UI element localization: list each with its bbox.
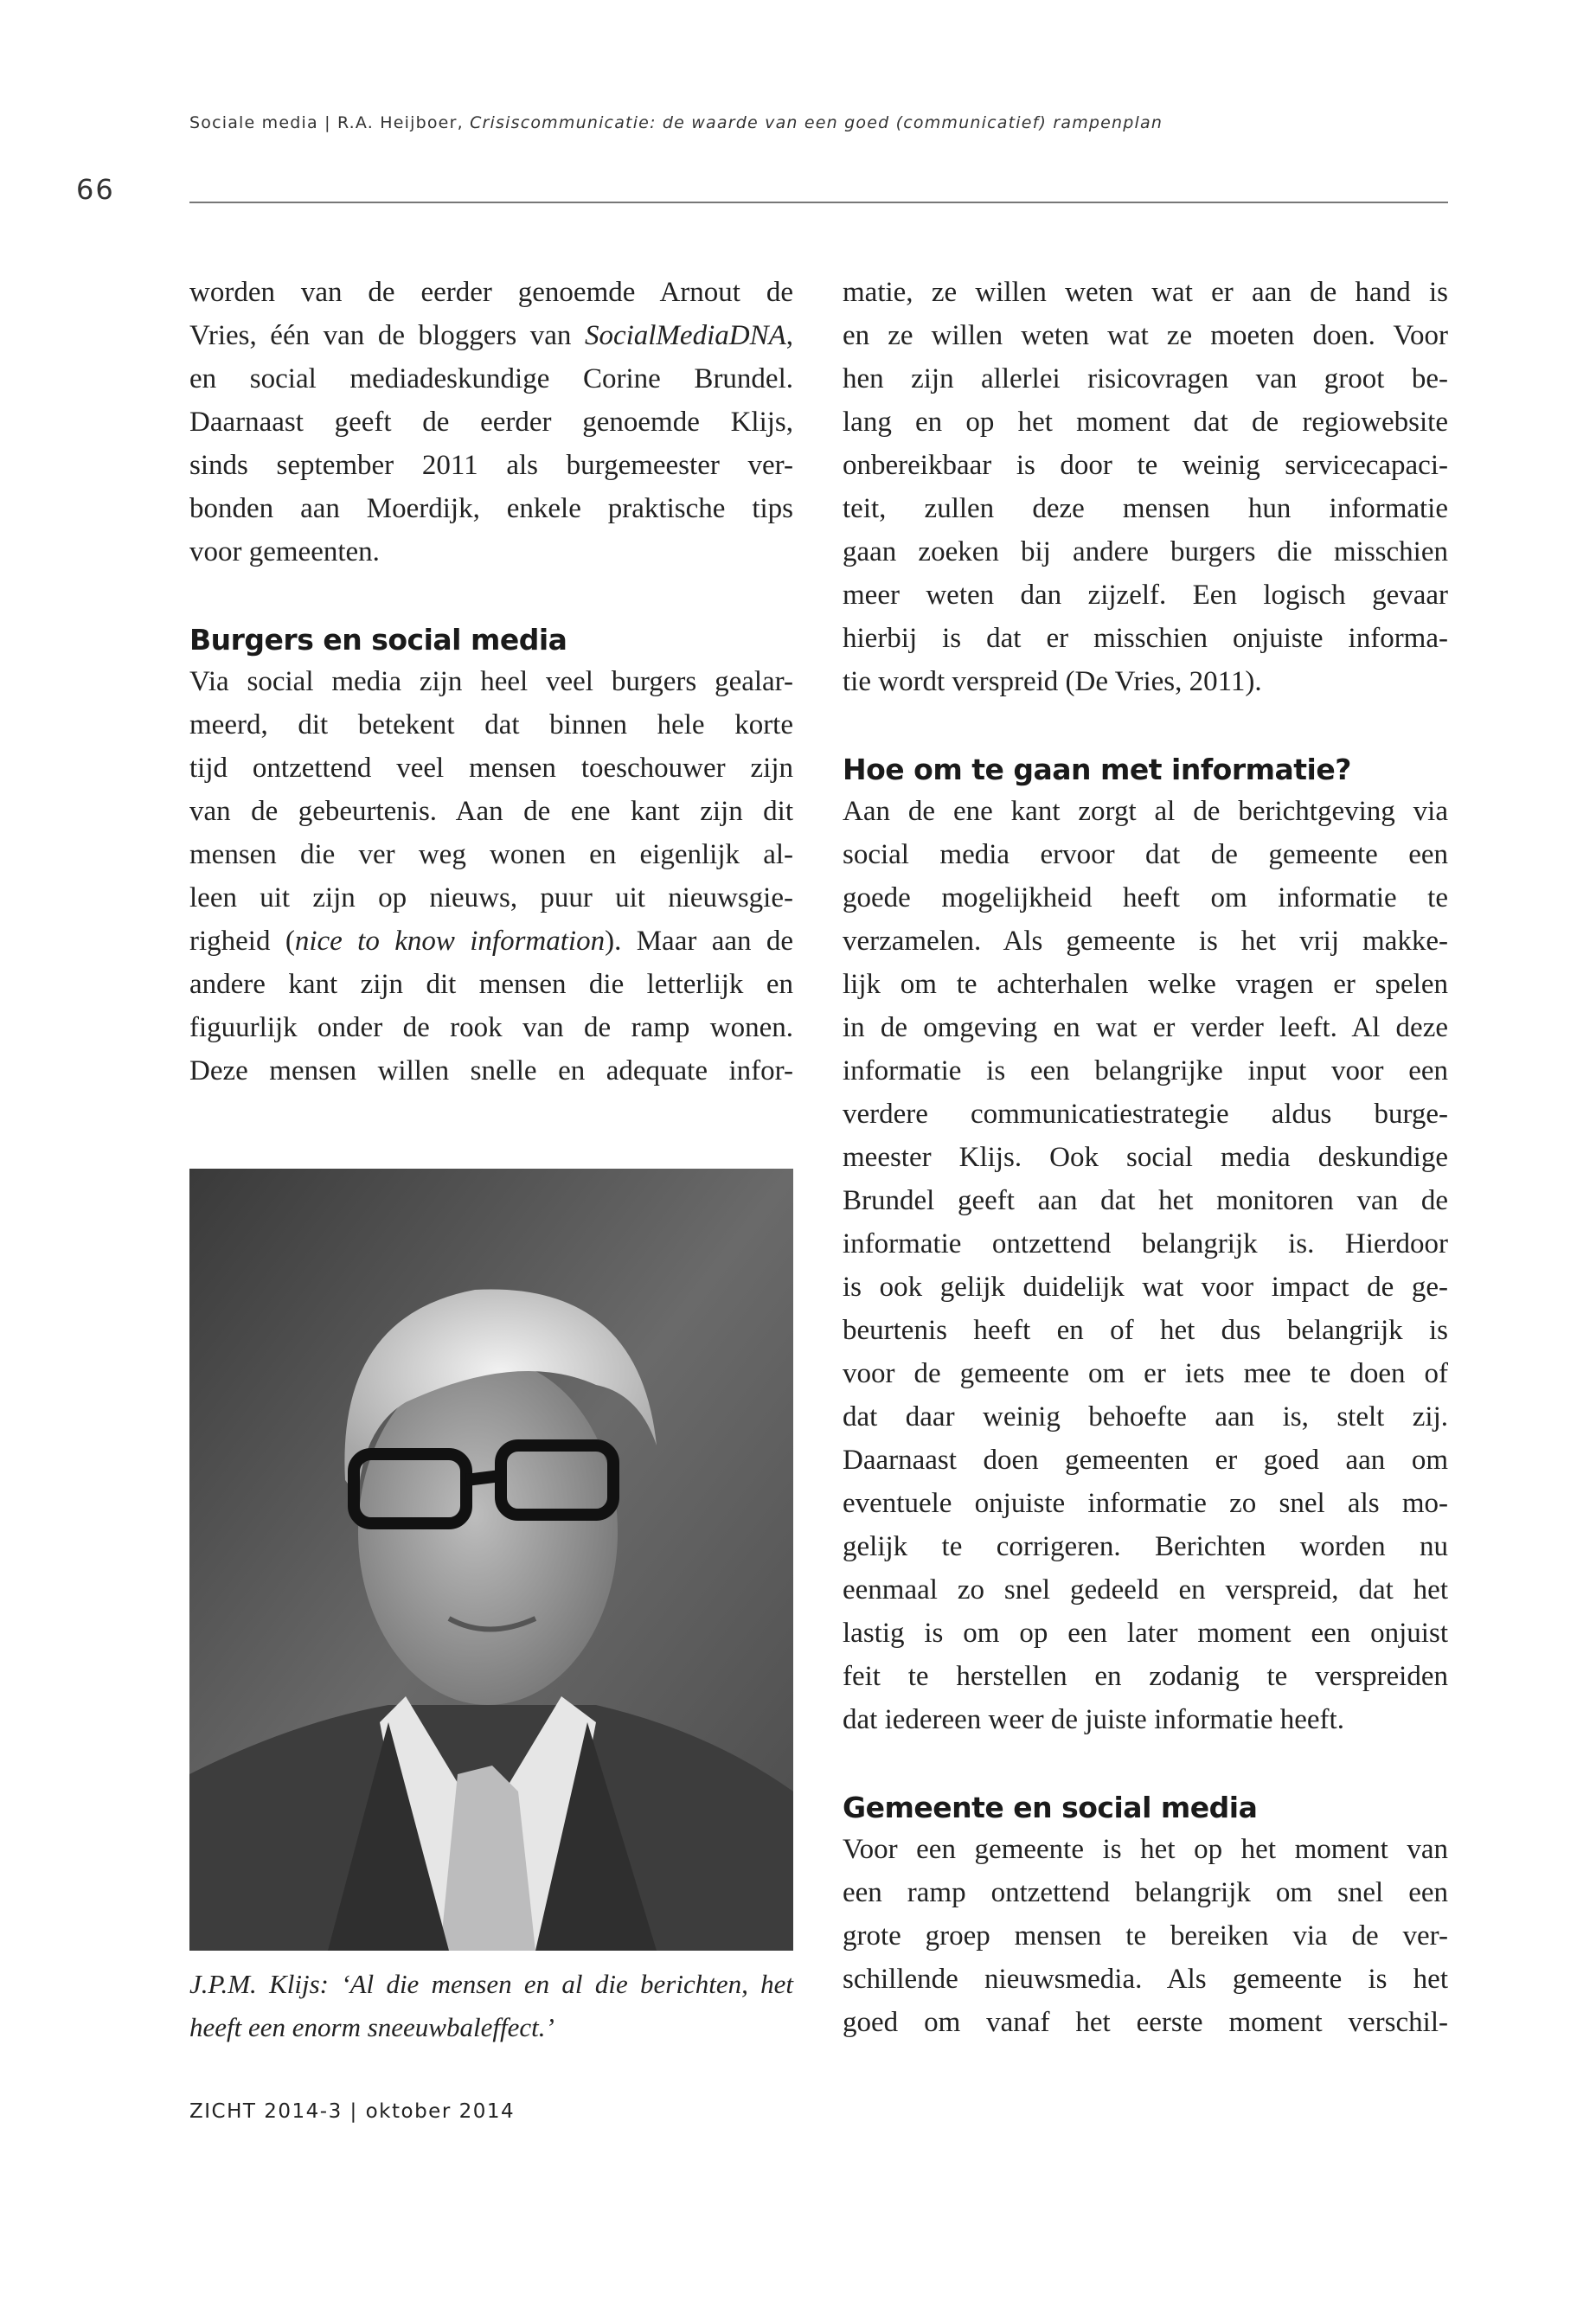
line-text: verzamelen. Als gemeente is het vrij makke- xyxy=(843,926,1448,957)
line-text: bonden aan Moerdijk, enkele praktische tips xyxy=(189,493,793,524)
line-text: goede mogelijkheid heeft om informatie te xyxy=(843,882,1448,913)
text-line xyxy=(843,1568,1448,1612)
line-text: righeid ( xyxy=(189,926,295,957)
line-text: sinds september 2011 als burgemeester ver- xyxy=(189,450,793,481)
text-line xyxy=(189,1049,793,1093)
line-text: Aan de ene kant zorgt al de berichtgeving via xyxy=(843,796,1448,827)
section-spacer xyxy=(843,703,1448,747)
text-line xyxy=(843,401,1448,444)
header-author: R.A. Heijboer, xyxy=(337,113,464,132)
text-line xyxy=(189,271,793,314)
text-line xyxy=(843,1179,1448,1222)
text-line xyxy=(843,790,1448,833)
text-line xyxy=(189,876,793,920)
line-text: figuurlijk onder de rook van de ramp wonen. xyxy=(189,1012,793,1043)
italic-text: nice to know information xyxy=(294,926,606,957)
line-text: meester Klijs. Ook social media deskundige xyxy=(843,1142,1448,1173)
line-text: lastig is om op een later moment een onjuist xyxy=(843,1618,1448,1649)
italic-text: SocialMediaDNA xyxy=(584,320,786,351)
text-line xyxy=(843,1439,1448,1482)
line-text: dat iedereen weer de juiste informatie heeft. xyxy=(843,1704,1344,1735)
text-line xyxy=(843,1136,1448,1179)
text-line xyxy=(843,314,1448,357)
header-rule xyxy=(189,202,1448,203)
section-heading: Hoe om te gaan met informatie? xyxy=(843,753,1351,786)
line-text: voor de gemeente om er iets mee te doen of xyxy=(843,1358,1448,1389)
line-text: meerd, dit betekent dat binnen hele korte xyxy=(189,709,793,740)
line-text: voor gemeenten. xyxy=(189,536,380,567)
section-spacer xyxy=(843,1741,1448,1785)
text-line xyxy=(843,1612,1448,1655)
line-text: gaan zoeken bij andere burgers die misschien xyxy=(843,536,1448,567)
line-text: eventuele onjuiste informatie zo snel als mo- xyxy=(843,1488,1448,1519)
text-line xyxy=(189,833,793,876)
line-text: is ook gelijk duidelijk wat voor impact de ge- xyxy=(843,1272,1448,1303)
line-text: een ramp ontzettend belangrijk om snel een xyxy=(843,1877,1448,1908)
running-header xyxy=(189,113,1163,132)
text-line xyxy=(843,833,1448,876)
text-line xyxy=(843,1006,1448,1049)
line-text: feit te herstellen en zodanig te verspreiden xyxy=(843,1661,1448,1692)
text-line xyxy=(843,1655,1448,1698)
text-line xyxy=(843,1352,1448,1395)
text-line xyxy=(843,487,1448,530)
text-line xyxy=(189,487,793,530)
line-text: ). Maar aan de xyxy=(605,926,794,957)
line-text: Via social media zijn heel veel burgers gealar- xyxy=(189,666,793,697)
text-line xyxy=(843,1222,1448,1266)
right-column xyxy=(843,271,1448,2044)
section-spacer xyxy=(189,574,793,617)
caption-line: heeft een enorm sneeuwbaleffect.’ xyxy=(189,2012,554,2042)
line-text: informatie ontzettend belangrijk is. Hierdoor xyxy=(843,1228,1448,1259)
text-line xyxy=(843,617,1448,660)
header-separator: | xyxy=(324,113,331,132)
portrait-image xyxy=(189,1169,793,1951)
line-text: worden van de eerder genoemde Arnout de xyxy=(189,277,793,308)
text-line xyxy=(189,1006,793,1049)
footer-issue: ZICHT 2014-3 | oktober 2014 xyxy=(189,2100,516,2123)
line-text: dat daar weinig behoefte aan is, stelt zij. xyxy=(843,1401,1448,1433)
line-text: hen zijn allerlei risicovragen van groot be- xyxy=(843,363,1448,394)
line-text: en social mediadeskundige Corine Brundel. xyxy=(189,363,793,394)
text-line xyxy=(189,747,793,790)
line-text: lang en op het moment dat de regiowebsite xyxy=(843,407,1448,438)
text-line xyxy=(843,1049,1448,1093)
paragraph xyxy=(189,660,793,1093)
text-line xyxy=(189,703,793,747)
line-text: schillende nieuwsmedia. Als gemeente is het xyxy=(843,1964,1448,1995)
text-line xyxy=(189,357,793,401)
text-line xyxy=(843,1482,1448,1525)
line-text: goed om vanaf het eerste moment verschil- xyxy=(843,2007,1448,2038)
text-line xyxy=(189,530,793,574)
line-text: verdere communicatiestrategie aldus burge- xyxy=(843,1099,1448,1130)
text-line xyxy=(843,574,1448,617)
line-text: eenmaal zo snel gedeeld en verspreid, dat het xyxy=(843,1574,1448,1606)
text-line xyxy=(843,1309,1448,1352)
text-line xyxy=(843,660,1448,703)
caption-line: J.P.M. Klijs: ‘Al die mensen en al die berichten, het xyxy=(189,1969,793,1999)
line-text: onbereikbaar is door te weinig servicecapaci- xyxy=(843,450,1448,481)
line-text: leen uit zijn op nieuws, puur uit nieuwsgie- xyxy=(189,882,793,913)
left-column xyxy=(189,271,793,1093)
line-text: van de gebeurtenis. Aan de ene kant zijn dit xyxy=(189,796,793,827)
text-line xyxy=(843,2001,1448,2044)
text-line xyxy=(843,1395,1448,1439)
text-line xyxy=(843,1698,1448,1741)
header-title: Crisiscommunicatie: de waarde van een goed (communicatief) rampenplan xyxy=(470,113,1163,132)
paragraph xyxy=(189,271,793,574)
section-heading: Gemeente en social media xyxy=(843,1791,1258,1824)
text-line xyxy=(189,660,793,703)
text-line xyxy=(843,1266,1448,1309)
line-text: matie, ze willen weten wat er aan de hand is xyxy=(843,277,1448,308)
text-line xyxy=(843,920,1448,963)
text-line xyxy=(189,401,793,444)
text-line xyxy=(843,271,1448,314)
line-text: gelijk te corrigeren. Berichten worden nu xyxy=(843,1531,1448,1562)
text-line xyxy=(843,1828,1448,1871)
text-line xyxy=(189,314,793,357)
paragraph xyxy=(843,271,1448,703)
line-text: Brundel geeft aan dat het monitoren van de xyxy=(843,1185,1448,1216)
line-text: Daarnaast doen gemeenten er goed aan om xyxy=(843,1445,1448,1476)
line-text: meer weten dan zijzelf. Een logisch gevaar xyxy=(843,580,1448,611)
text-line xyxy=(843,1525,1448,1568)
line-text: tijd ontzettend veel mensen toeschouwer zijn xyxy=(189,753,793,784)
paragraph xyxy=(843,790,1448,1741)
text-line xyxy=(843,1871,1448,1914)
line-text: informatie is een belangrijke input voor een xyxy=(843,1055,1448,1086)
text-line xyxy=(189,920,793,963)
line-text: tie wordt verspreid (De Vries, 2011). xyxy=(843,666,1262,697)
portrait-photo xyxy=(189,1169,793,1951)
photo-caption xyxy=(189,1963,793,2049)
line-text: en ze willen weten wat ze moeten doen. Voor xyxy=(843,320,1448,351)
text-line xyxy=(843,1093,1448,1136)
line-text: in de omgeving en wat er verder leeft. Al deze xyxy=(843,1012,1448,1043)
line-text: lijk om te achterhalen welke vragen er spelen xyxy=(843,969,1448,1000)
text-line xyxy=(843,876,1448,920)
line-text: grote groep mensen te bereiken via de ver- xyxy=(843,1920,1448,1952)
line-text: , xyxy=(785,320,793,351)
line-text: andere kant zijn dit mensen die letterlijk en xyxy=(189,969,793,1000)
text-line xyxy=(189,963,793,1006)
line-text: teit, zullen deze mensen hun informatie xyxy=(843,493,1448,524)
text-line xyxy=(189,444,793,487)
text-line xyxy=(843,1914,1448,1958)
line-text: Voor een gemeente is het op het moment van xyxy=(843,1834,1448,1865)
text-line xyxy=(843,530,1448,574)
text-line xyxy=(843,1958,1448,2001)
line-text: hierbij is dat er misschien onjuiste informa- xyxy=(843,623,1448,654)
text-line xyxy=(843,444,1448,487)
text-line xyxy=(843,357,1448,401)
text-line xyxy=(189,790,793,833)
paragraph xyxy=(843,1828,1448,2044)
line-text: Deze mensen willen snelle en adequate infor- xyxy=(189,1055,793,1086)
text-line xyxy=(843,963,1448,1006)
section-heading: Burgers en social media xyxy=(189,623,567,657)
line-text: Daarnaast geeft de eerder genoemde Klijs, xyxy=(189,407,793,438)
line-text: Vries, één van de bloggers van xyxy=(189,320,585,351)
header-section: Sociale media xyxy=(189,113,318,132)
line-text: social media ervoor dat de gemeente een xyxy=(843,839,1448,870)
page-number: 66 xyxy=(76,173,115,206)
line-text: beurtenis heeft en of het dus belangrijk is xyxy=(843,1315,1448,1346)
line-text: mensen die ver weg wonen en eigenlijk al- xyxy=(189,839,793,870)
